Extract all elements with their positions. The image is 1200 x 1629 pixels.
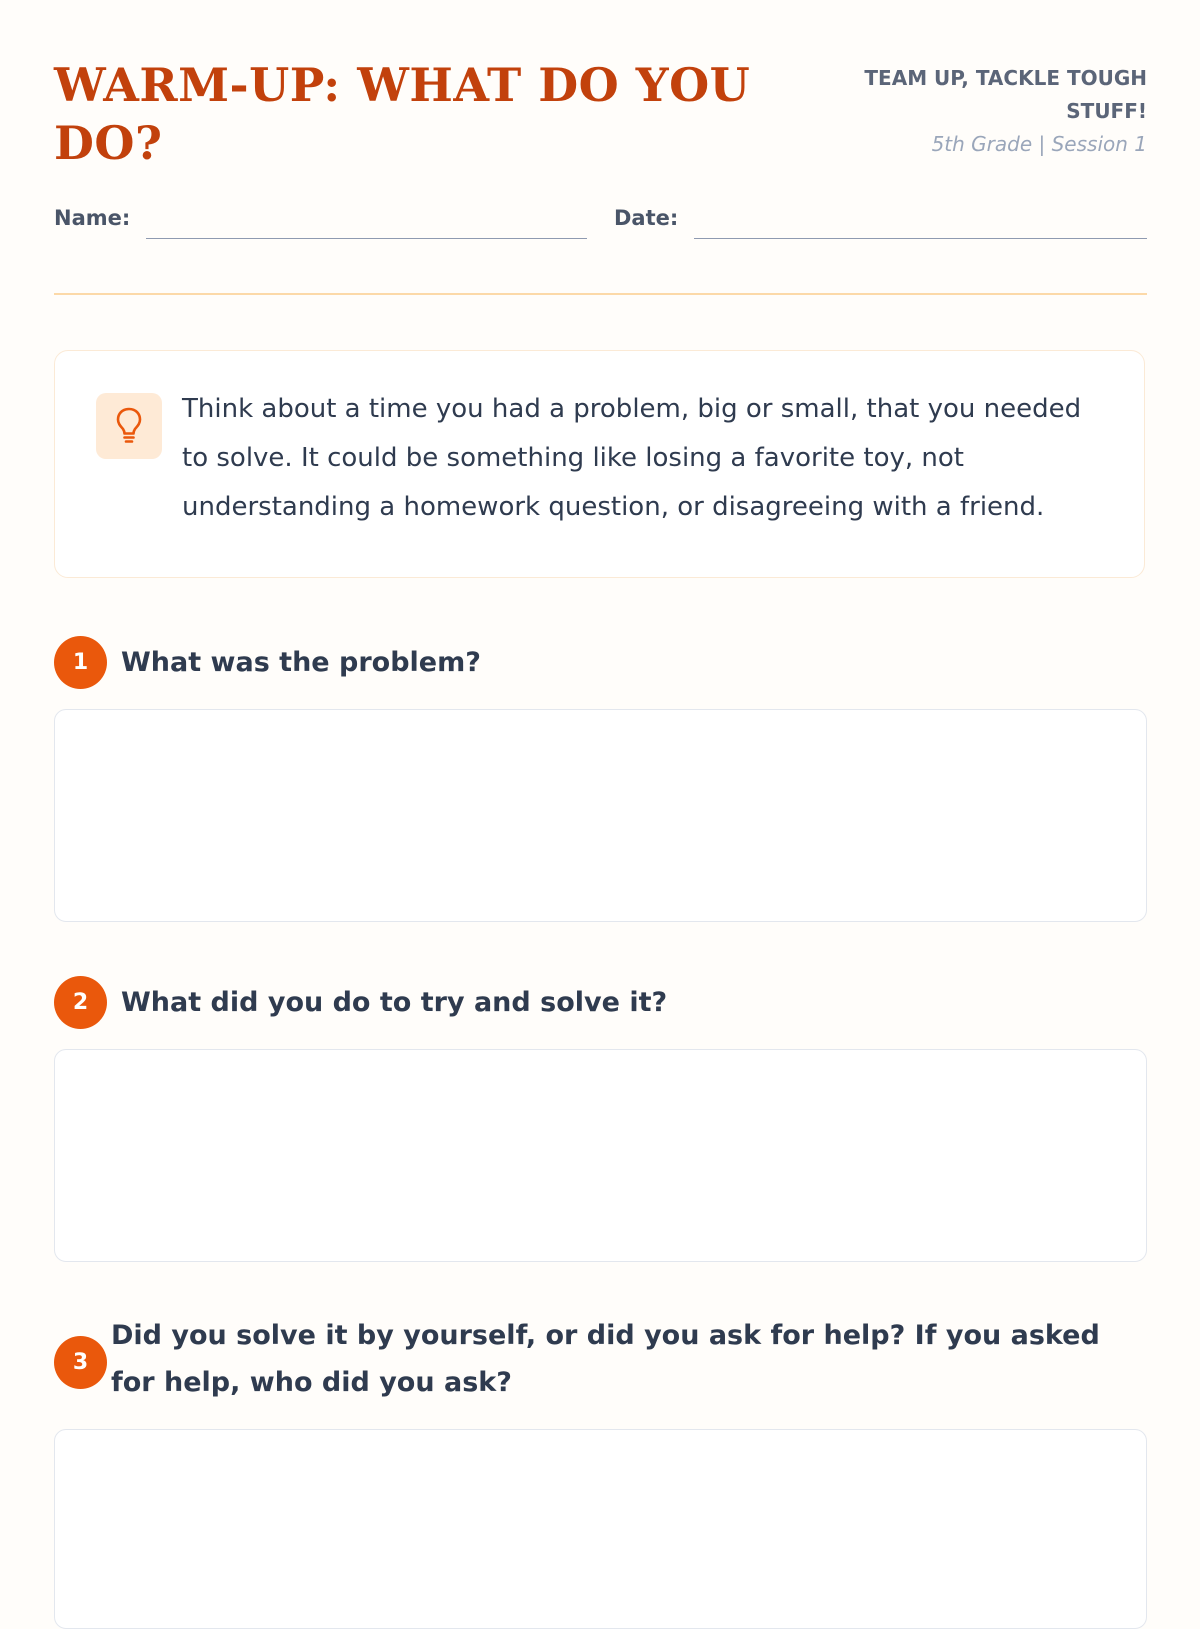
course-title: TEAM UP, TACKLE TOUGH STUFF! [864, 66, 1147, 123]
prompt-card [54, 350, 1145, 578]
session-label: 5th Grade | Session 1 [931, 132, 1147, 156]
answer-box-1[interactable] [54, 709, 1147, 922]
lightbulb-icon [96, 393, 162, 459]
name-label: Name: [54, 206, 131, 230]
question-text: What did you do to try and solve it? [121, 987, 668, 1018]
date-field[interactable] [694, 238, 1147, 239]
answer-box-2[interactable] [54, 1049, 1147, 1262]
prompt-text: Think about a time you had a problem, big or small, that you needed to solve. It could be something like losing a favorite toy, not understanding a homework question, or disagreeing with a friend. [182, 394, 1082, 522]
question-number-badge: 2 [54, 976, 107, 1029]
worksheet-page [54, 0, 1147, 1600]
question-text: What was the problem? [121, 647, 481, 678]
question-text: Did you solve it by yourself, or did you ask for help? If you asked for help, who did you ask? [111, 1320, 1100, 1398]
answer-box-3[interactable] [54, 1429, 1147, 1629]
date-label: Date: [614, 206, 679, 230]
worksheet-header [54, 56, 1147, 176]
page-title: WARM-UP: WHAT DO YOU DO? [54, 58, 751, 170]
student-info-fields [54, 196, 1147, 242]
header-divider [54, 293, 1147, 295]
question-number-badge: 1 [54, 636, 107, 689]
name-field[interactable] [146, 238, 587, 239]
question-number-badge: 3 [54, 1336, 107, 1389]
